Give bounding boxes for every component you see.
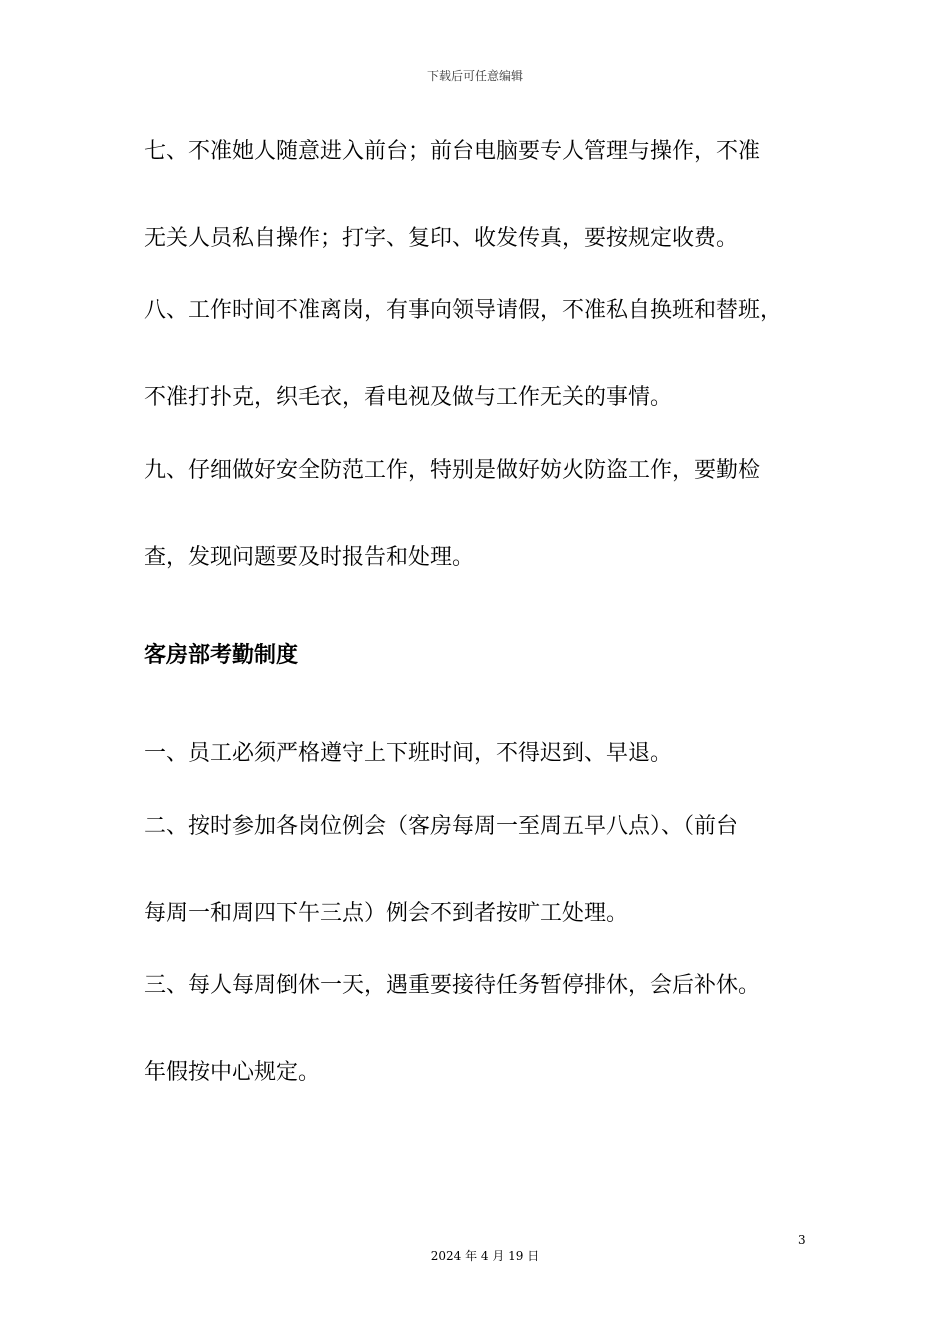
paragraph-line: 八、工作时间不准离岗，有事向领导请假，不准私自换班和替班， [144,298,783,323]
paragraph-line: 九、仔细做好安全防范工作，特别是做好妨火防盗工作，要勤检 [144,458,761,483]
section-title: 客房部考勤制度 [144,643,299,668]
paragraph-line: 无关人员私自操作；打字、复印、收发传真，要按规定收费。 [144,226,739,251]
paragraph-line: 查，发现问题要及时报告和处理。 [144,545,475,570]
paragraph-line: 七、不准她人随意进入前台；前台电脑要专人管理与操作，不准 [144,139,761,164]
page-number: 3 [798,1233,806,1247]
paragraph-line: 不准打扑克，织毛衣，看电视及做与工作无关的事情。 [144,385,673,410]
footer-date: 2024 年 4 月 19 日 [430,1249,540,1263]
page-header-note: 下载后可任意编辑 [426,69,523,83]
paragraph-line: 一、员工必须严格遵守上下班时间，不得迟到、早退。 [144,741,673,766]
paragraph-line: 每周一和周四下午三点）例会不到者按旷工处理。 [144,901,629,926]
paragraph-line: 年假按中心规定。 [144,1060,321,1085]
paragraph-line: 二、按时参加各岗位例会（客房每周一至周五早八点）、（前台 [144,814,739,839]
paragraph-line: 三、每人每周倒休一天，遇重要接待任务暂停排休，会后补休。 [144,973,761,998]
